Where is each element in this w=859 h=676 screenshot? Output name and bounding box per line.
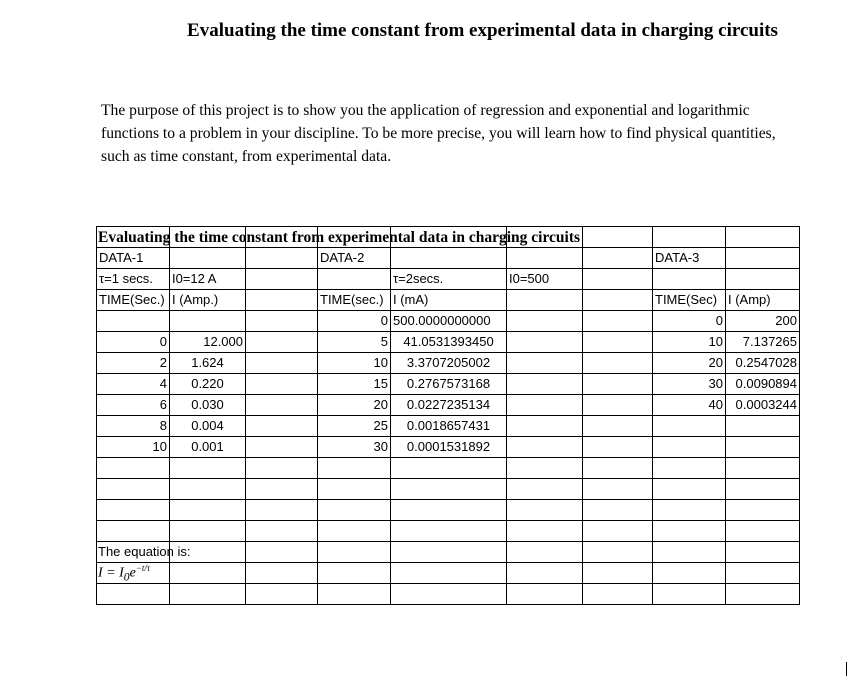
table-row [97,521,800,542]
data2-current-cell[interactable]: 0.0227235134 [391,395,507,416]
table-cell[interactable] [507,395,583,416]
data1-current-cell[interactable]: 12.000 [170,332,246,353]
table-cell[interactable] [318,584,391,605]
table-cell[interactable] [726,542,800,563]
table-cell[interactable] [507,542,583,563]
data3-time-cell[interactable]: 0 [653,311,726,332]
table-cell[interactable] [170,521,246,542]
table-cell[interactable] [246,416,318,437]
data1-i0[interactable]: I0=12 A [170,269,246,290]
table-cell[interactable] [391,563,507,584]
table-cell[interactable] [507,437,583,458]
table-cell[interactable] [653,563,726,584]
data2-time-cell[interactable]: 20 [318,395,391,416]
table-row [97,479,800,500]
table-cell[interactable] [391,479,507,500]
table-cell[interactable] [583,395,653,416]
table-cell[interactable] [583,269,653,290]
table-cell[interactable] [246,584,318,605]
table-cell[interactable] [507,563,583,584]
intro-paragraph [101,99,846,168]
table-cell[interactable] [246,395,318,416]
table-cell[interactable] [653,500,726,521]
table-cell[interactable] [246,437,318,458]
table-cell[interactable] [653,458,726,479]
table-row [97,353,800,374]
data1-current-cell[interactable]: 0.030 [170,395,246,416]
table-row [97,374,800,395]
sheet-title: Evaluating the time constant from experimental data in charging circuits [98,229,581,246]
table-cell[interactable] [726,563,800,584]
data3-time-cell[interactable]: 40 [653,395,726,416]
table-cell[interactable] [726,416,800,437]
table-cell[interactable] [583,584,653,605]
table-cell[interactable] [246,479,318,500]
table-cell[interactable] [318,542,391,563]
table-cell[interactable] [583,374,653,395]
data2-current-cell[interactable]: 500.0000000000 [391,311,507,332]
data2-time-cell[interactable]: 15 [318,374,391,395]
table-row [97,332,800,353]
data3-time-cell[interactable]: 10 [653,332,726,353]
data3-current-cell[interactable]: 0.0090894 [726,374,800,395]
table-cell[interactable] [97,584,170,605]
table-cell[interactable] [246,500,318,521]
table-cell[interactable] [246,521,318,542]
table-cell[interactable] [507,500,583,521]
table-cell[interactable] [583,563,653,584]
table-cell[interactable] [246,311,318,332]
page-title: Evaluating the time constant from experimental data in charging circuits [187,20,778,41]
table-cell[interactable] [583,290,653,311]
table-cell[interactable] [246,332,318,353]
table-cell[interactable] [583,227,653,248]
table-cell[interactable] [653,479,726,500]
table-cell[interactable] [507,290,583,311]
data2-current-cell[interactable]: 0.0001531892 [391,437,507,458]
table-cell[interactable] [246,290,318,311]
table-cell[interactable] [726,500,800,521]
table-row [97,395,800,416]
data2-time-cell[interactable]: 0 [318,311,391,332]
table-cell[interactable] [583,542,653,563]
table-cell[interactable] [507,479,583,500]
table-cell[interactable] [318,458,391,479]
table-cell[interactable] [246,374,318,395]
data3-current-cell[interactable]: 0.2547028 [726,353,800,374]
table-cell[interactable] [726,458,800,479]
data2-i0[interactable]: I0=500 [507,269,583,290]
equation-formula [98,563,150,583]
table-cell[interactable] [726,437,800,458]
data2-label[interactable]: DATA-2 [318,248,391,269]
table-cell[interactable] [318,500,391,521]
equation-lhs: I = I [98,565,124,581]
table-row [97,248,800,269]
data1-time-cell[interactable]: 6 [97,395,170,416]
table-row [97,458,800,479]
intro-line: functions to a problem in your discipline. To be more precise, you will learn how to find physical quantities, [101,125,776,142]
data2-current-cell[interactable]: 0.2767573168 [391,374,507,395]
table-cell[interactable] [170,500,246,521]
data3-current-header[interactable]: I (Amp) [726,290,800,311]
data3-current-cell[interactable]: 200 [726,311,800,332]
table-cell[interactable] [318,563,391,584]
table-cell[interactable] [726,521,800,542]
table-cell[interactable] [653,521,726,542]
table-cell[interactable] [653,227,726,248]
table-row [97,416,800,437]
table-cell[interactable] [583,479,653,500]
data2-time-cell[interactable]: 5 [318,332,391,353]
data1-current-cell[interactable]: 1.624 [170,353,246,374]
table-cell[interactable] [653,542,726,563]
table-row [97,437,800,458]
table-cell[interactable] [391,248,507,269]
data2-time-cell[interactable]: 25 [318,416,391,437]
table-cell[interactable] [391,521,507,542]
table-row [97,269,800,290]
table-cell[interactable] [507,353,583,374]
data1-time-cell[interactable]: 4 [97,374,170,395]
data2-time-cell[interactable]: 10 [318,353,391,374]
table-cell[interactable] [246,248,318,269]
table-cell[interactable] [583,311,653,332]
table-cell[interactable] [318,521,391,542]
spreadsheet [96,226,800,605]
data2-current-cell[interactable]: 0.0018657431 [391,416,507,437]
table-cell[interactable] [97,311,170,332]
table-row [97,563,800,584]
data3-current-cell[interactable]: 7.137265 [726,332,800,353]
table-row [97,311,800,332]
spreadsheet-grid [96,226,800,605]
table-cell[interactable] [246,563,318,584]
data3-time-cell[interactable]: 30 [653,374,726,395]
table-cell[interactable] [653,437,726,458]
table-cell[interactable] [246,458,318,479]
table-cell[interactable] [170,479,246,500]
table-row [97,542,800,563]
data1-label[interactable]: DATA-1 [97,248,170,269]
data1-time-header[interactable]: TIME(Sec.) [97,290,170,311]
table-cell[interactable] [726,227,800,248]
table-cell[interactable] [583,332,653,353]
data3-time-header[interactable]: TIME(Sec) [653,290,726,311]
table-cell[interactable] [507,458,583,479]
data1-time-cell[interactable]: 2 [97,353,170,374]
text-cursor [846,662,847,676]
data1-tau[interactable]: τ=1 secs. [97,269,170,290]
table-cell[interactable] [170,248,246,269]
data2-current-cell[interactable]: 3.3707205002 [391,353,507,374]
table-cell[interactable] [507,416,583,437]
data2-time-cell[interactable]: 30 [318,437,391,458]
data1-time-cell[interactable]: 8 [97,416,170,437]
table-cell[interactable] [507,521,583,542]
table-cell[interactable] [170,458,246,479]
table-header-row [97,290,800,311]
intro-line: such as time constant, from experimental data. [101,148,392,165]
data2-tau[interactable]: τ=2secs. [391,269,507,290]
table-row [97,584,800,605]
data2-current-cell[interactable]: 41.0531393450 [391,332,507,353]
table-cell[interactable] [170,311,246,332]
table-cell[interactable] [246,269,318,290]
table-cell[interactable] [726,248,800,269]
table-cell[interactable] [583,353,653,374]
data3-label[interactable]: DATA-3 [653,248,726,269]
table-cell[interactable] [318,479,391,500]
table-cell[interactable] [318,269,391,290]
data3-current-cell[interactable]: 0.0003244 [726,395,800,416]
table-cell[interactable] [583,416,653,437]
table-cell[interactable] [507,332,583,353]
equation-label: The equation is: [98,544,191,559]
table-cell[interactable] [726,584,800,605]
data1-current-cell[interactable]: 0.001 [170,437,246,458]
table-cell[interactable] [583,500,653,521]
table-cell[interactable] [391,458,507,479]
table-cell[interactable] [97,500,170,521]
table-cell[interactable] [246,542,318,563]
table-cell[interactable] [583,521,653,542]
equation-subscript: 0 [123,570,130,584]
data2-time-header[interactable]: TIME(sec.) [318,290,391,311]
data1-time-cell[interactable]: 10 [97,437,170,458]
table-cell[interactable] [246,353,318,374]
table-cell[interactable] [653,269,726,290]
table-cell[interactable] [653,584,726,605]
table-cell[interactable] [391,500,507,521]
data1-time-cell[interactable]: 0 [97,332,170,353]
table-cell[interactable] [170,563,246,584]
table-cell[interactable] [726,479,800,500]
table-cell[interactable] [583,458,653,479]
table-cell[interactable] [507,311,583,332]
table-cell[interactable] [507,374,583,395]
table-cell[interactable] [507,248,583,269]
table-cell[interactable] [97,479,170,500]
data1-current-header[interactable]: I (Amp.) [170,290,246,311]
table-cell[interactable] [583,437,653,458]
table-cell[interactable] [726,269,800,290]
table-cell[interactable] [653,416,726,437]
table-cell[interactable] [170,584,246,605]
table-cell[interactable] [583,248,653,269]
table-cell[interactable] [507,584,583,605]
data2-current-header[interactable]: I (mA) [391,290,507,311]
table-cell[interactable] [97,458,170,479]
data1-current-cell[interactable]: 0.220 [170,374,246,395]
data3-time-cell[interactable]: 20 [653,353,726,374]
table-cell[interactable] [391,584,507,605]
intro-line: The purpose of this project is to show you the application of regression and exponential and logarithmic [101,102,750,119]
data1-current-cell[interactable]: 0.004 [170,416,246,437]
equation-exponent: −t/τ [135,563,151,573]
table-cell[interactable] [391,542,507,563]
table-cell[interactable] [97,521,170,542]
equation-base: e [129,565,136,581]
table-row [97,500,800,521]
